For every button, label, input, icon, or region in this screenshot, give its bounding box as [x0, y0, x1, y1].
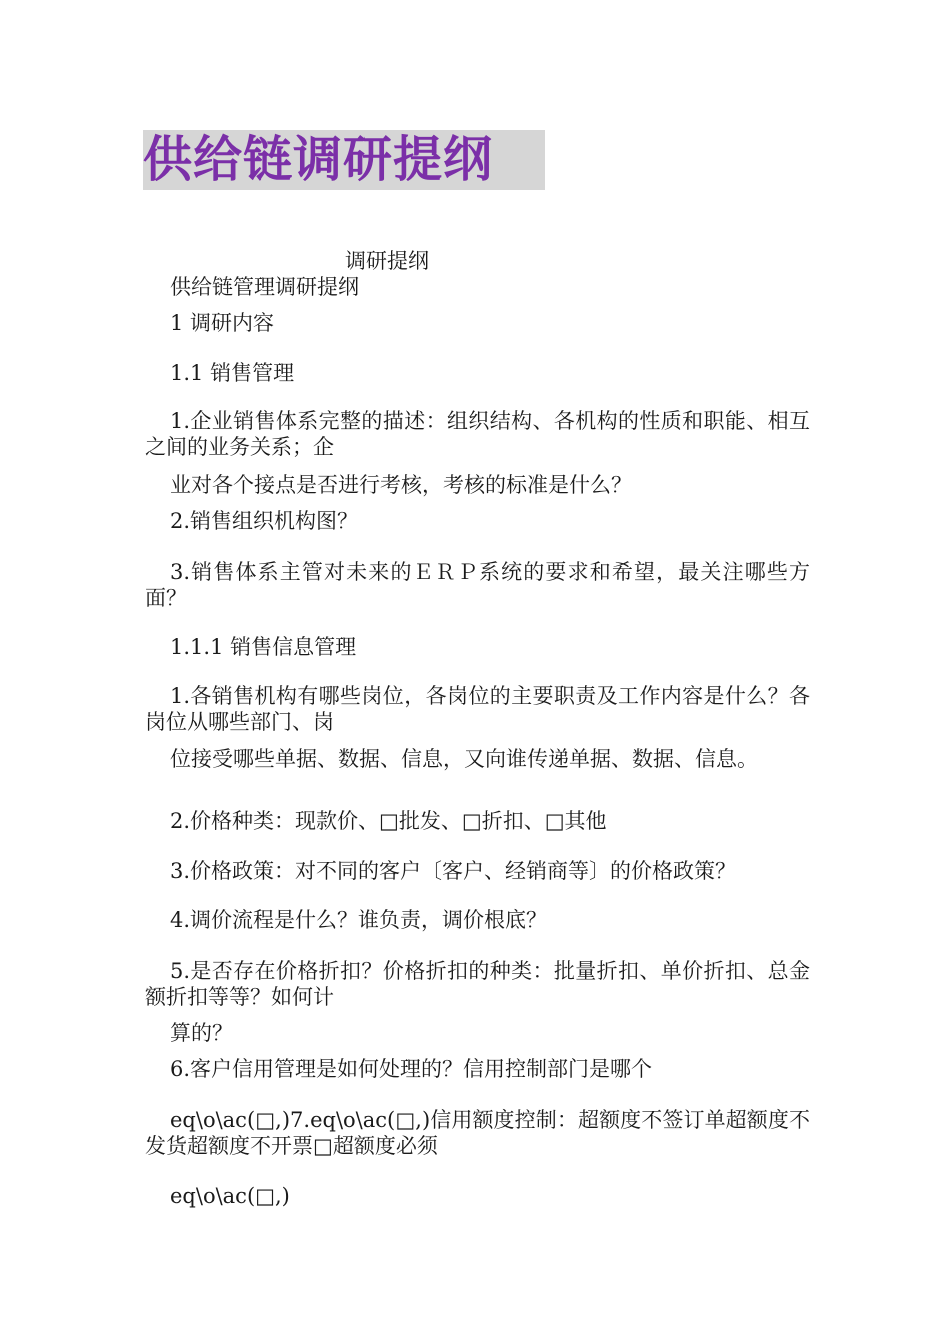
heading: 供给链管理调研提纲 [170, 275, 359, 299]
paragraph-1-continued: 业对各个接点是否进行考核，考核的标准是什么？ [170, 473, 632, 497]
item-1-continued: 位接受哪些单据、数据、信息，又向谁传递单据、数据、信息。 [170, 747, 758, 771]
item-1: 1.各销售机构有哪些岗位，各岗位的主要职责及工作内容是什么？各岗位从哪些部门、岗 [145, 684, 810, 734]
item-7: eq\o\ac(□,)7.eq\o\ac(□,)信用额度控制：超额度不签订单超额度不发货超额度不开票□超额度必须 [145, 1108, 810, 1158]
item-6: 6.客户信用管理是如何处理的？信用控制部门是哪个 [170, 1057, 653, 1081]
paragraph-1: 1.企业销售体系完整的描述：组织结构、各机构的性质和职能、相互之间的业务关系；企 [145, 409, 810, 459]
item-3: 3.价格政策：对不同的客户〔客户、经销商等〕的价格政策？ [170, 859, 737, 883]
section-1-1-1: 1.1.1 销售信息管理 [170, 635, 357, 659]
item-5-continued: 算的？ [170, 1021, 233, 1045]
item-5: 5.是否存在价格折扣？价格折扣的种类：批量折扣、单价折扣、总金额折扣等等？如何计 [145, 959, 810, 1009]
item-4: 4.调价流程是什么？谁负责，调价根底？ [170, 908, 548, 932]
paragraph-2: 2.销售组织机构图？ [170, 509, 359, 533]
section-1: 1 调研内容 [170, 311, 275, 335]
subtitle: 调研提纲 [345, 249, 429, 273]
document-title: 供给链调研提纲 [143, 130, 545, 190]
paragraph-3: 3.销售体系主管对未来的ＥＲＰ系统的要求和希望，最关注哪些方面？ [145, 560, 810, 610]
section-1-1: 1.1 销售管理 [170, 361, 295, 385]
item-8: eq\o\ac(□,) [170, 1184, 290, 1208]
item-2: 2.价格种类：现款价、□批发、□折扣、□其他 [170, 809, 607, 833]
